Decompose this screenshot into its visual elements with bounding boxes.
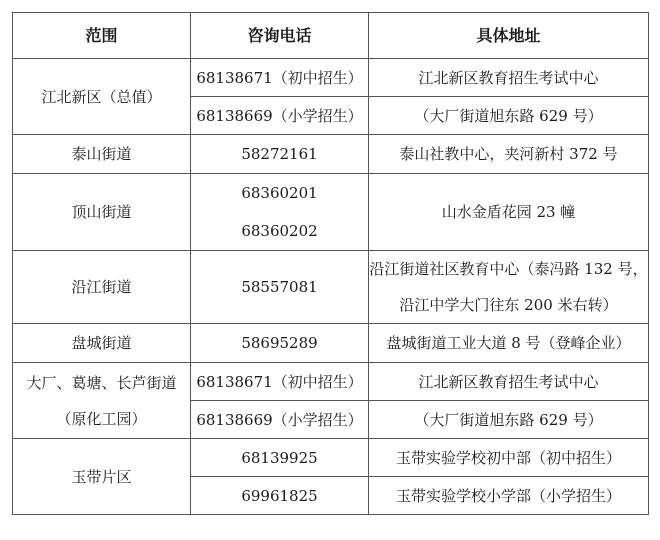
address-cell: 盘城街道工业大道 8 号（登峰企业） <box>369 324 649 363</box>
address-cell: 江北新区教育招生考试中心 <box>369 59 649 97</box>
area-cell: 顶山街道 <box>13 174 191 251</box>
table-row <box>13 439 649 477</box>
table-row <box>13 135 649 174</box>
address-cell: 江北新区教育招生考试中心 <box>369 363 649 401</box>
phone-cell <box>191 174 369 251</box>
phone-cell: 68138671（初中招生） <box>191 363 369 401</box>
contact-table <box>12 12 649 515</box>
header-area: 范围 <box>13 13 191 59</box>
phone-cell: 68138669（小学招生） <box>191 97 369 135</box>
address-cell: 玉带实验学校小学部（小学招生） <box>369 477 649 515</box>
address-cell: 玉带实验学校初中部（初中招生） <box>369 439 649 477</box>
area-stack <box>13 365 190 437</box>
header-phone: 咨询电话 <box>191 13 369 59</box>
phone-cell: 69961825 <box>191 477 369 515</box>
phone-line: 68360201 <box>241 184 318 202</box>
address-line: 沿江街道社区教育中心（泰冯路 132 号， <box>369 260 648 278</box>
area-line: 大厂、葛塘、长芦街道 <box>26 373 177 392</box>
area-line: （原化工园） <box>56 409 147 428</box>
table-row <box>13 59 649 97</box>
area-cell: 盘城街道 <box>13 324 191 363</box>
address-cell: （大厂街道旭东路 629 号） <box>369 97 649 135</box>
phone-cell: 68138671（初中招生） <box>191 59 369 97</box>
area-cell: 江北新区（总值） <box>13 59 191 135</box>
table-row <box>13 363 649 401</box>
table-row <box>13 324 649 363</box>
address-line: 沿江中学大门往东 200 米右转） <box>399 296 618 314</box>
address-cell: 山水金盾花园 23 幢 <box>369 174 649 251</box>
area-cell: 沿江街道 <box>13 251 191 324</box>
phone-cell: 58557081 <box>191 251 369 324</box>
phone-cell: 68139925 <box>191 439 369 477</box>
area-cell: 泰山街道 <box>13 135 191 174</box>
table-header-row <box>13 13 649 59</box>
phone-cell: 58272161 <box>191 135 369 174</box>
address-cell: 泰山社教中心，夹河新村 372 号 <box>369 135 649 174</box>
phone-cell: 58695289 <box>191 324 369 363</box>
address-stack <box>369 251 648 323</box>
address-cell: （大厂街道旭东路 629 号） <box>369 401 649 439</box>
area-cell: 玉带片区 <box>13 439 191 515</box>
phone-cell: 68138669（小学招生） <box>191 401 369 439</box>
phone-line: 68360202 <box>241 222 318 240</box>
area-cell <box>13 363 191 439</box>
header-address: 具体地址 <box>369 13 649 59</box>
phone-stack <box>191 174 368 250</box>
address-cell <box>369 251 649 324</box>
